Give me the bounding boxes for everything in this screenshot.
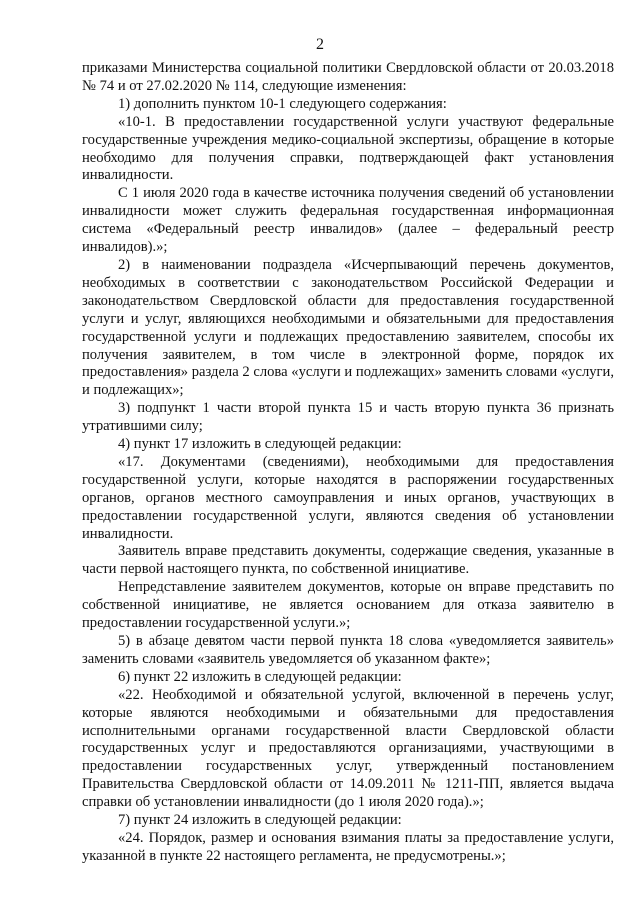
paragraph-clause-22: «22. Необходимой и обязательной услугой, включенной в перечень услуг, которые являются необходимыми и обязательными для предоставления исполнительными органами государственной власти Свердловской области государственных услуг и предоставляются организациями, участвующими в предоставлении государственных услуг, утвержденный постановлением Правительства Свердловской области от 14.09.2011 № 1211-ПП, является выдача справки об установлении инвалидности (до 1 июля 2020 года).»; xyxy=(82,686,614,811)
paragraph-clause-17: «17. Документами (сведениями), необходимыми для предоставления государственной услуги, которые находятся в распоряжении государственных органов, органов местного самоуправления и иных органов, участвующих в предоставлении государственной услуги, являются сведения об установлении инвалидности. xyxy=(82,453,614,542)
paragraph-item-2: 2) в наименовании подраздела «Исчерпывающий перечень документов, необходимых в соответствии с законодательством Российской Федерации и законодательством Свердловской области для предоставления государственной услуги и услуг, являющихся необходимыми и обязательными для предоставления государственной услуги и подлежащих предоставлению заявителем, способы их получения заявителем, в том числе в электронной форме, порядок их предоставления» раздела 2 слова «услуги и подлежащих» заменить словами «услуги, и подлежащих»; xyxy=(82,256,614,399)
paragraph-item-4: 4) пункт 17 изложить в следующей редакции: xyxy=(118,436,402,453)
document-body xyxy=(82,60,614,866)
paragraph-item-5: 5) в абзаце девятом части первой пункта 18 слова «уведомляется заявитель» заменить словами «заявитель уведомляется об указанном факте»; xyxy=(82,633,614,667)
paragraph-item-7: 7) пункт 24 изложить в следующей редакции: xyxy=(118,812,402,829)
paragraph-clause-10-1-part-2: С 1 июля 2020 года в качестве источника получения сведений об установлении инвалидности может служить федеральная государственная информационная система «Федеральный реестр инвалидов» (далее – федеральный реестр инвалидов).»; xyxy=(82,185,614,256)
paragraph-intro: приказами Министерства социальной политики Свердловской области от 20.03.2018 № 74 и от 27.02.2020 № 114, следующие изменения: xyxy=(82,60,614,94)
paragraph-clause-17-part-3: Непредставление заявителем документов, которые он вправе представить по собственной инициативе, не является основанием для отказа заявителю в предоставлении государственной услуги.»; xyxy=(82,579,614,632)
paragraph-clause-24: «24. Порядок, размер и основания взимания платы за предоставление услуги, указанной в пункте 22 настоящего регламента, не предусмотрены.»; xyxy=(82,829,614,864)
paragraph-item-3: 3) подпункт 1 части второй пункта 15 и часть вторую пункта 36 признать утратившими силу; xyxy=(82,400,614,435)
page-number: 2 xyxy=(316,36,324,53)
paragraph-item-6: 6) пункт 22 изложить в следующей редакции: xyxy=(118,668,402,685)
paragraph-clause-17-part-2: Заявитель вправе представить документы, содержащие сведения, указанные в части первой настоящего пункта, по собственной инициативе. xyxy=(82,543,614,578)
paragraph-item-1: 1) дополнить пунктом 10-1 следующего содержания: xyxy=(118,95,447,112)
paragraph-clause-10-1: «10-1. В предоставлении государственной услуги участвуют федеральные государственные учреждения медико-социальной экспертизы, обращение в которые необходимо для получения справки, подтверждающей факт установления инвалидности. xyxy=(82,113,614,184)
